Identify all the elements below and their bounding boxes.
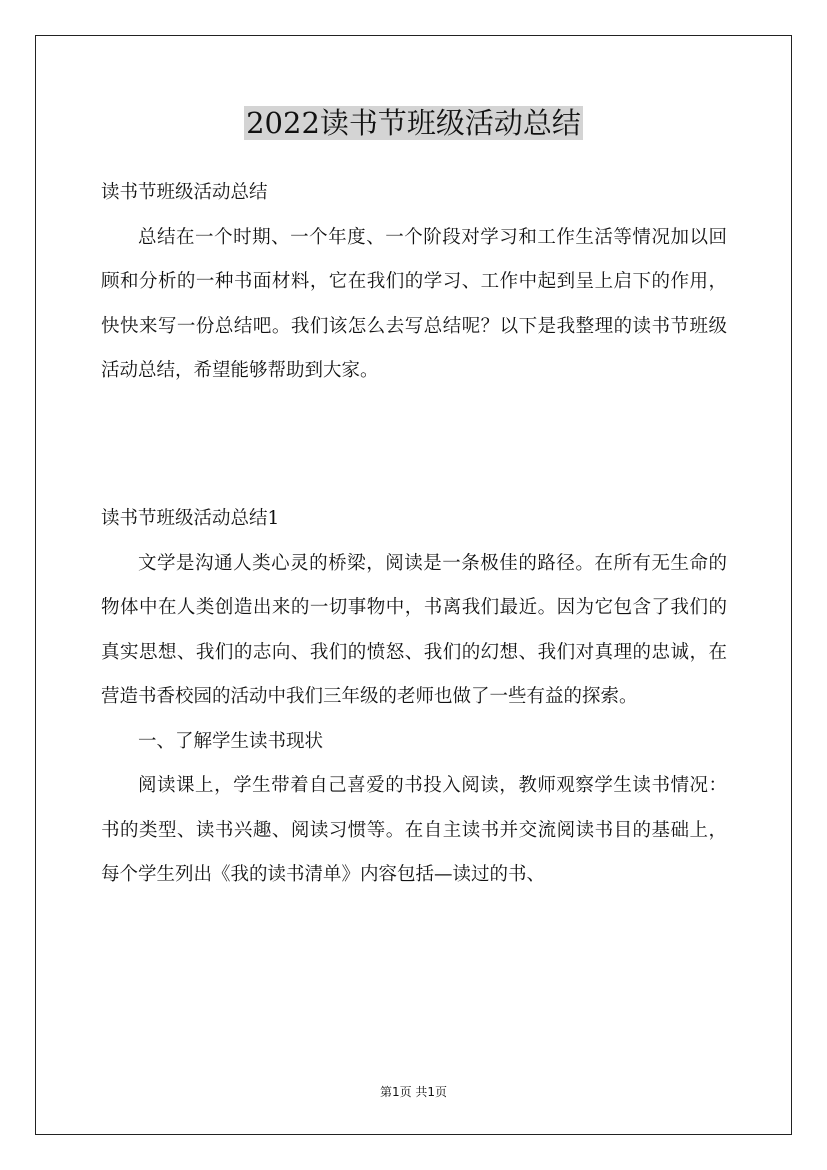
section-paragraph: 阅读课上，学生带着自己喜爱的书投入阅读，教师观察学生读书情况：书的类型、读书兴趣、阅读习惯等。在自主读书并交流阅读书目的基础上，每个学生列出《我的读书清单》内容包括—读过的书、 <box>101 775 727 885</box>
document-subtitle: 读书节班级活动总结 <box>101 182 268 203</box>
intro-paragraph: 总结在一个时期、一个年度、一个阶段对学习和工作生活等情况加以回顾和分析的一种书面材料，它在我们的学习、工作中起到呈上启下的作用，快快来写一份总结吧。我们该怎么去写总结呢？以下是我整理的读书节班级活动总结，希望能够帮助到大家。 <box>101 226 727 381</box>
page-number: 第1页 共1页 <box>379 1085 448 1099</box>
section-paragraph: 文学是沟通人类心灵的桥梁，阅读是一条极佳的路径。在所有无生命的物体中在人类创造出来的一切事物中，书离我们最近。因为它包含了我们的真实思想、我们的志向、我们的愤怒、我们的幻想、我们对真理的忠诚，在营造书香校园的活动中我们三年级的老师也做了一些有益的探索。 <box>101 552 727 707</box>
document-title <box>0 103 827 143</box>
document-title-text: 2022读书节班级活动总结 <box>246 106 581 140</box>
sub-heading: 一、了解学生读书现状 <box>138 730 324 752</box>
section-heading: 读书节班级活动总结1 <box>101 508 280 529</box>
section-1 <box>101 497 727 898</box>
intro-section <box>101 171 727 394</box>
